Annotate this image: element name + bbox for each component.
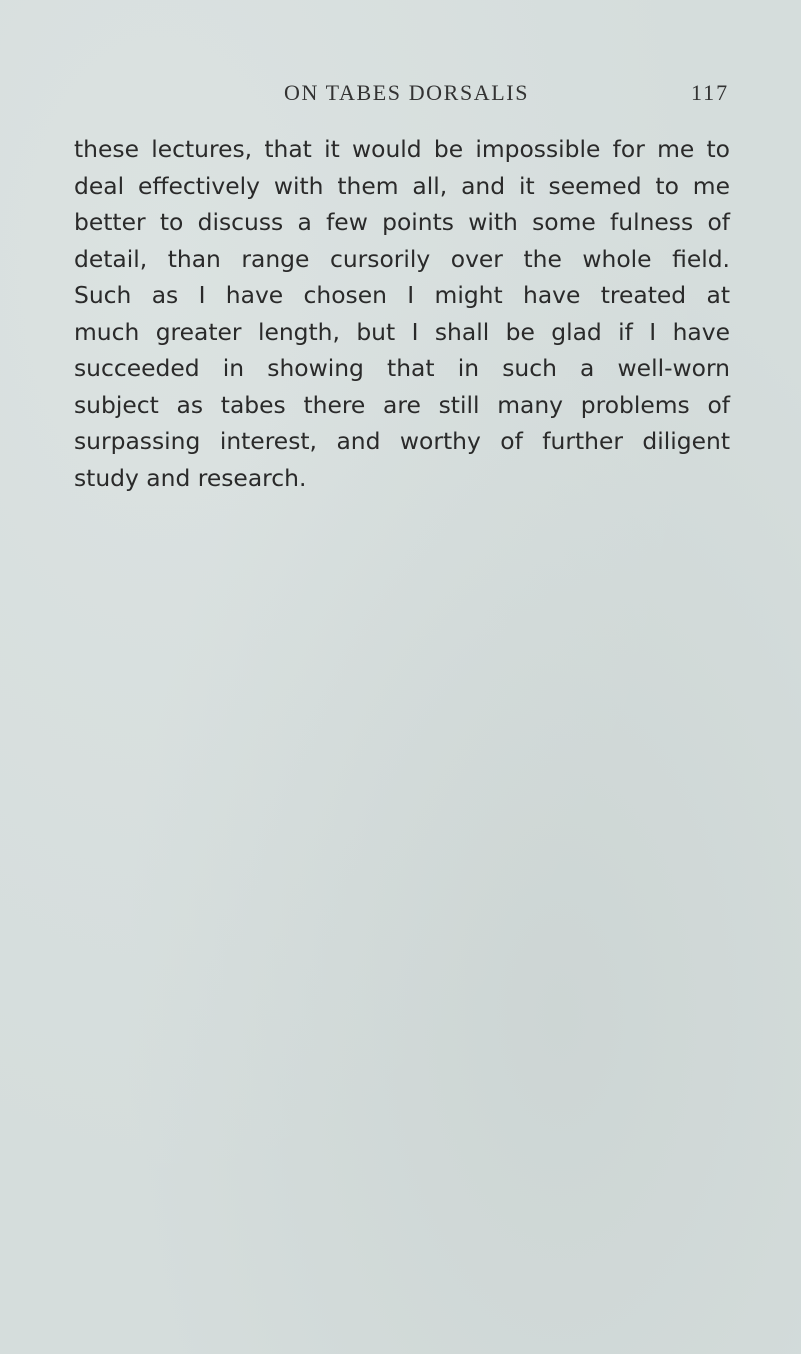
text-line: much greater length, but I shall be glad if I have [74,317,730,346]
text-line: these lectures, that it would be impossible for me to [74,135,730,163]
text-line: deal effectively with them all, and it seemed to me [74,171,730,200]
body-paragraph [74,131,730,496]
page-number: 117 [691,80,730,105]
text-line: succeeded in showing that in such a well-worn [74,354,730,382]
running-head-title: ON TABES DORSALIS [284,80,530,105]
text-line: subject as tabes there are still many problems of [74,390,730,419]
text-line: better to discuss a few points with some fulness of [74,208,730,236]
text-line: study and research. [74,463,307,492]
text-line: detail, than range cursorily over the whole field. [74,244,730,273]
text-line: surpassing interest, and worthy of further diligent [74,427,730,455]
text-line: Such as I have chosen I might have treated at [74,281,730,309]
